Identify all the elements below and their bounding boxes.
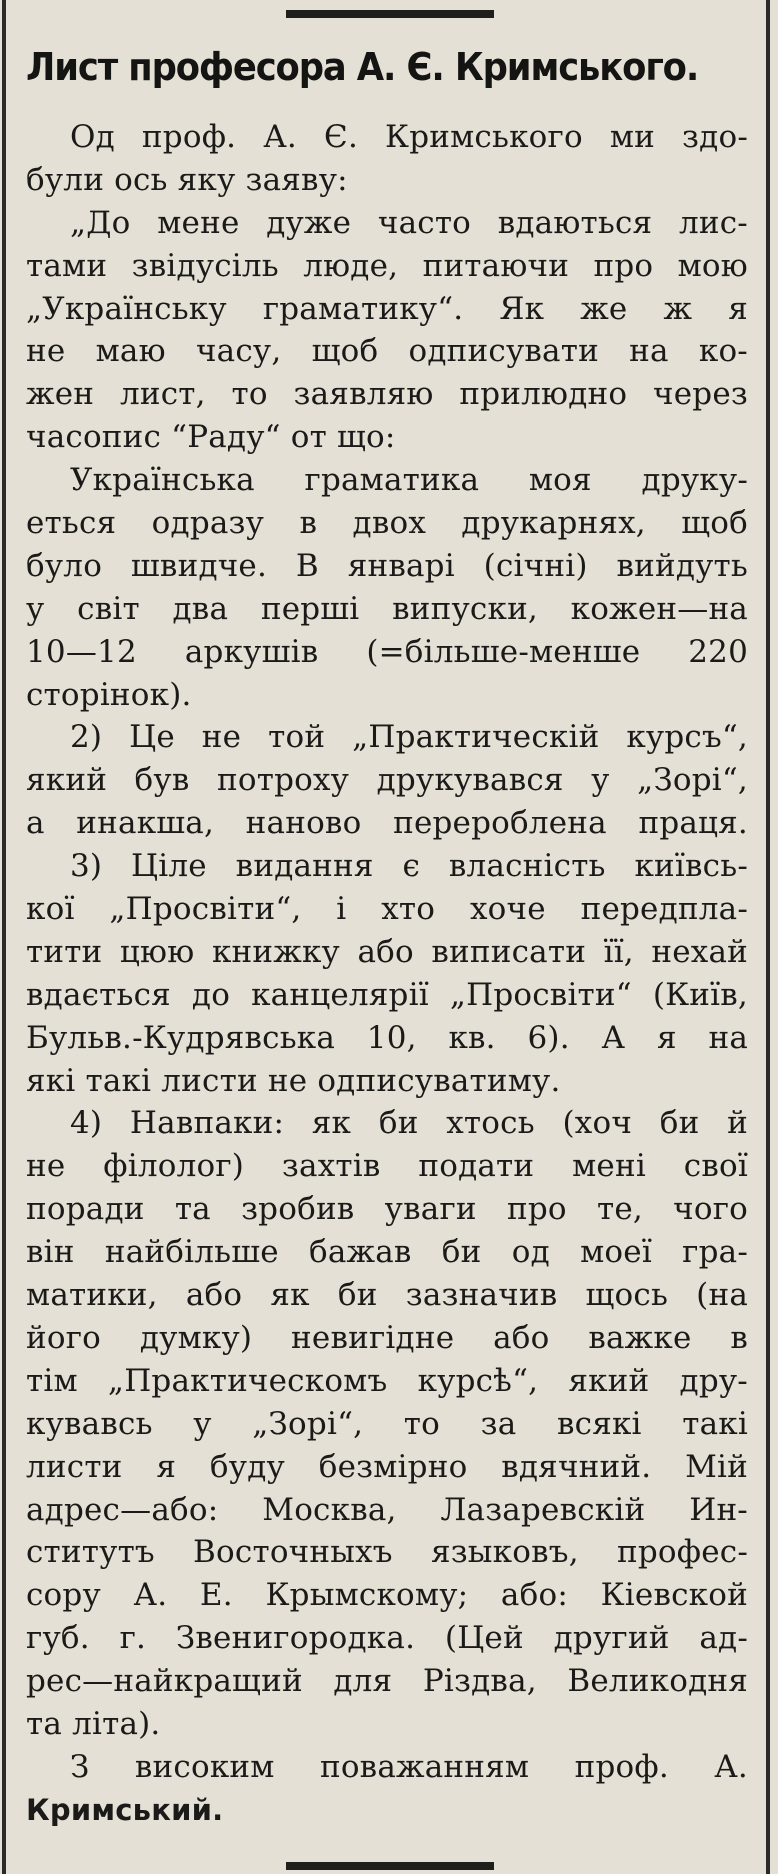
article-body (26, 116, 748, 1832)
top-separator-bar (286, 10, 494, 18)
article-line: не маю часу, щоб одписувати на ко- (26, 333, 748, 370)
article (26, 40, 748, 1832)
article-line: його думку) невигідне або важке в (26, 1319, 748, 1356)
article-line: рес—найкращий для Різдва, Великодня (26, 1663, 748, 1700)
article-line: ститутъ Восточныхъ языковъ, профес- (26, 1534, 748, 1571)
article-line: сору А. Е. Крымскому; або: Кіевской (26, 1577, 748, 1614)
article-line: які такі листи не одписуватиму. (26, 1062, 561, 1099)
article-line: а инакша, наново перероблена праця. (26, 805, 748, 842)
article-line: 3) Ціле видання є власність київсь- (70, 848, 748, 885)
article-line: „Українську граматику“. Як же ж я (26, 290, 748, 327)
article-line: часопис “Раду“ от що: (26, 419, 396, 456)
article-line: губ. г. Звенигородка. (Цей другий ад- (26, 1620, 748, 1657)
article-line: матики, або як би зазначив щось (на (26, 1277, 748, 1314)
article-line: поради та зробив уваги про те, чого (26, 1191, 748, 1228)
article-line: Кримський. (26, 1792, 224, 1827)
bottom-separator-bar (286, 1862, 494, 1870)
article-line: не філолог) захтів подати мені свої (26, 1148, 748, 1185)
article-line: Бульв.-Кудрявська 10, кв. 6). А я на (26, 1019, 748, 1056)
article-line: адрес—або: Москва, Лазаревскій Ин- (26, 1491, 748, 1528)
right-column-rule (766, 0, 770, 1874)
article-line: у світ два перші випуски, кожен—на (26, 590, 748, 627)
article-line: було швидче. В январі (січні) вийдуть (26, 547, 748, 584)
article-line: Од проф. А. Є. Кримського ми здо- (70, 119, 748, 155)
article-line: З високим поважанням проф. А. (70, 1748, 748, 1785)
article-line: вдається до канцелярії „Просвіти“ (Київ, (26, 976, 748, 1013)
article-line: „До мене дуже часто вдаються лис- (70, 204, 748, 241)
article-line: кувавсь у „Зорі“, то за всякі такі (26, 1405, 748, 1442)
article-line: сторінок). (26, 676, 192, 713)
article-line: тами звідусіль люде, питаючи про мою (26, 247, 748, 284)
article-line: еться одразу в двох друкарнях, щоб (26, 505, 748, 542)
article-title: Лист професора А. Є. Кримського. (26, 45, 699, 89)
article-line: він найбільше бажав би од моеї гра- (26, 1234, 748, 1271)
article-line: тім „Практическомъ курсѣ“, який дру- (26, 1362, 748, 1399)
article-line: 2) Це не той „Практическій курсъ“, (70, 719, 748, 756)
article-line: який був потроху друкувався у „Зорі“, (26, 762, 748, 799)
left-column-rule (2, 0, 6, 1874)
article-line: листи я буду безмірно вдячний. Мій (26, 1448, 748, 1485)
article-line: жен лист, то заявляю прилюдно через (26, 376, 748, 413)
article-line: були ось яку заяву: (26, 161, 348, 198)
article-line: 10—12 аркушів (=більше-менше 220 (26, 633, 748, 670)
article-line: 4) Навпаки: як би хтось (хоч би й (70, 1105, 748, 1142)
article-line: Українська граматика моя друку- (70, 462, 748, 499)
article-line: та літа). (26, 1705, 161, 1742)
article-line: кої „Просвіти“, і хто хоче передпла- (26, 891, 748, 928)
article-line: тити цюю книжку або виписати її, нехай (26, 933, 748, 970)
